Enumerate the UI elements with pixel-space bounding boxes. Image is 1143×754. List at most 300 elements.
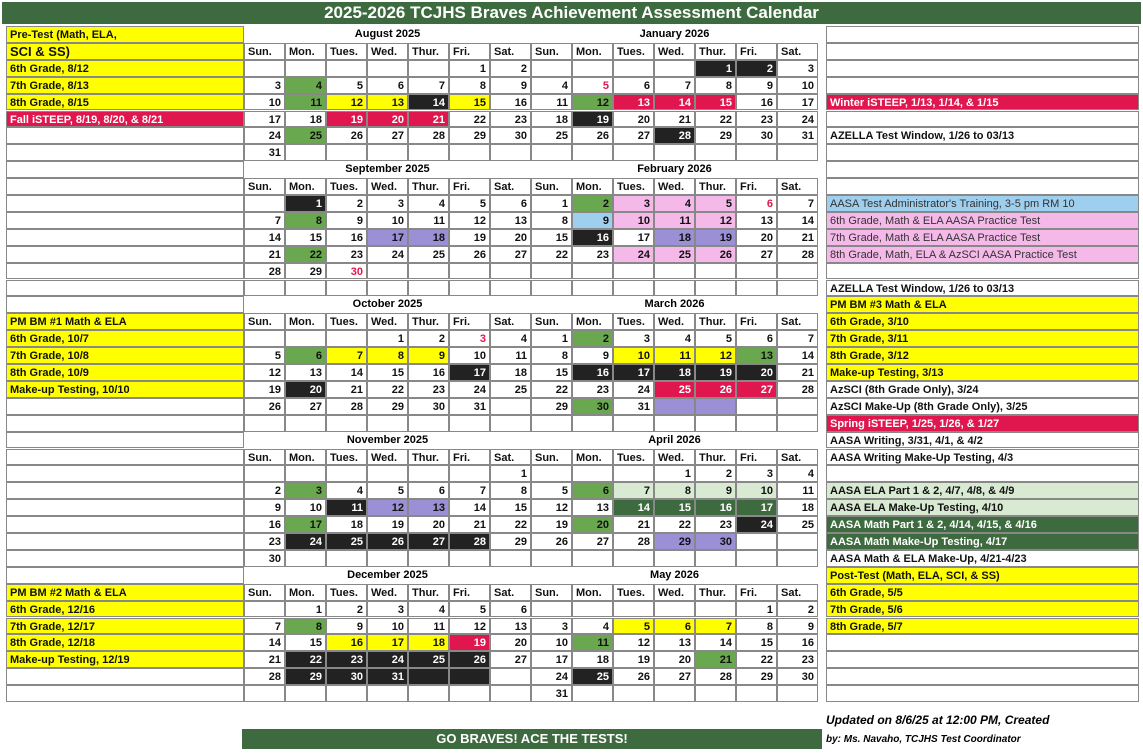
weekday-header: Fri. [736, 178, 777, 195]
month-title: September 2025 [345, 163, 430, 176]
day-cell: 18 [285, 111, 326, 128]
day-cell: 12 [367, 499, 408, 516]
weekday-header: Thur. [695, 313, 736, 330]
note-row [826, 263, 1139, 280]
day-cell: 2 [572, 195, 613, 212]
day-cell [367, 415, 408, 432]
day-cell: 25 [408, 651, 449, 668]
note-row: Pre-Test (Math, ELA, [6, 26, 244, 43]
day-cell [654, 415, 695, 432]
day-cell: 16 [244, 516, 285, 533]
day-cell: 21 [244, 651, 285, 668]
day-cell: 3 [736, 465, 777, 482]
day-cell: 14 [695, 634, 736, 651]
day-cell: 10 [367, 212, 408, 229]
day-cell: 7 [408, 77, 449, 94]
day-cell [531, 60, 572, 77]
day-cell: 8 [654, 482, 695, 499]
day-cell: 16 [572, 229, 613, 246]
weekday-header: Mon. [572, 178, 613, 195]
day-cell [572, 263, 613, 280]
day-cell: 11 [777, 482, 818, 499]
day-cell [654, 263, 695, 280]
note-row [6, 144, 244, 161]
day-cell: 17 [777, 94, 818, 111]
day-cell [367, 550, 408, 567]
day-cell: 21 [326, 381, 367, 398]
day-cell [572, 60, 613, 77]
day-cell: 30 [777, 668, 818, 685]
day-cell [613, 685, 654, 702]
day-cell [285, 60, 326, 77]
day-cell: 3 [449, 330, 490, 347]
day-cell: 23 [695, 516, 736, 533]
note-row: 6th Grade, 5/5 [826, 584, 1139, 601]
day-cell: 4 [654, 195, 695, 212]
note-row: AZELLA Test Window, 1/26 to 03/13 [826, 280, 1139, 297]
weekday-header: Tues. [613, 584, 654, 601]
note-row [6, 398, 244, 415]
note-row [6, 668, 244, 685]
day-cell [367, 685, 408, 702]
day-cell: 27 [572, 533, 613, 550]
day-cell: 8 [531, 347, 572, 364]
day-cell: 7 [449, 482, 490, 499]
day-cell: 13 [408, 499, 449, 516]
day-cell: 7 [244, 212, 285, 229]
note-row: SCI & SS) [6, 43, 244, 60]
day-cell: 28 [449, 533, 490, 550]
weekday-header: Thur. [408, 584, 449, 601]
day-cell [244, 685, 285, 702]
day-cell: 15 [736, 634, 777, 651]
day-cell: 19 [244, 381, 285, 398]
note-row: 7th Grade, 3/11 [826, 330, 1139, 347]
day-cell [777, 685, 818, 702]
weekday-header: Thur. [408, 313, 449, 330]
day-cell: 30 [490, 127, 531, 144]
day-cell [408, 550, 449, 567]
weekday-header: Wed. [654, 449, 695, 466]
note-row: 7th Grade, 12/17 [6, 618, 244, 635]
note-row [6, 212, 244, 229]
day-cell: 1 [695, 60, 736, 77]
day-cell [408, 685, 449, 702]
day-cell: 3 [367, 195, 408, 212]
day-cell [736, 280, 777, 297]
day-cell: 19 [449, 229, 490, 246]
day-cell: 4 [408, 601, 449, 618]
day-cell: 30 [244, 550, 285, 567]
day-cell: 31 [244, 144, 285, 161]
day-cell: 16 [777, 634, 818, 651]
day-cell [736, 144, 777, 161]
day-cell [695, 415, 736, 432]
weekday-header: Wed. [654, 313, 695, 330]
weekday-header: Tues. [326, 449, 367, 466]
day-cell [490, 263, 531, 280]
day-cell: 16 [326, 634, 367, 651]
note-row [826, 60, 1139, 77]
weekday-header: Sat. [777, 43, 818, 60]
day-cell: 17 [531, 651, 572, 668]
weekday-header: Mon. [285, 313, 326, 330]
day-cell: 10 [531, 634, 572, 651]
day-cell [285, 550, 326, 567]
weekday-header: Sun. [244, 584, 285, 601]
day-cell: 25 [777, 516, 818, 533]
day-cell [490, 280, 531, 297]
day-cell: 3 [613, 195, 654, 212]
month-title: October 2025 [352, 298, 423, 311]
day-cell: 2 [736, 60, 777, 77]
day-cell: 16 [572, 364, 613, 381]
day-cell [326, 550, 367, 567]
weekday-header: Sat. [490, 178, 531, 195]
note-row [826, 26, 1139, 43]
day-cell: 26 [367, 533, 408, 550]
day-cell: 26 [244, 398, 285, 415]
weekday-header: Sat. [490, 313, 531, 330]
note-row: AASA ELA Make-Up Testing, 4/10 [826, 499, 1139, 516]
weekday-header: Wed. [654, 584, 695, 601]
day-cell: 12 [531, 499, 572, 516]
day-cell: 4 [777, 465, 818, 482]
day-cell: 23 [326, 651, 367, 668]
note-row [6, 161, 244, 178]
day-cell [408, 60, 449, 77]
day-cell [572, 550, 613, 567]
day-cell [449, 550, 490, 567]
day-cell: 6 [285, 347, 326, 364]
day-cell: 8 [531, 212, 572, 229]
note-row: AASA Writing, 3/31, 4/1, & 4/2 [826, 432, 1139, 449]
day-cell: 30 [572, 398, 613, 415]
day-cell: 19 [613, 651, 654, 668]
day-cell: 17 [736, 499, 777, 516]
weekday-header: Sat. [490, 43, 531, 60]
day-cell [531, 465, 572, 482]
day-cell: 17 [613, 364, 654, 381]
note-row: Post-Test (Math, ELA, SCI, & SS) [826, 567, 1139, 584]
day-cell [613, 550, 654, 567]
note-row: AASA ELA Part 1 & 2, 4/7, 4/8, & 4/9 [826, 482, 1139, 499]
day-cell [695, 685, 736, 702]
day-cell: 2 [490, 60, 531, 77]
day-cell [736, 415, 777, 432]
day-cell [367, 263, 408, 280]
day-cell: 8 [367, 347, 408, 364]
day-cell [654, 144, 695, 161]
day-cell: 30 [736, 127, 777, 144]
day-cell: 24 [244, 127, 285, 144]
weekday-header: Mon. [572, 584, 613, 601]
day-cell [326, 685, 367, 702]
day-cell: 1 [654, 465, 695, 482]
day-cell: 9 [244, 499, 285, 516]
note-row [826, 144, 1139, 161]
note-row [6, 415, 244, 432]
note-row: Make-up Testing, 12/19 [6, 651, 244, 668]
day-cell: 11 [408, 618, 449, 635]
day-cell: 9 [490, 77, 531, 94]
day-cell: 6 [367, 77, 408, 94]
weekday-header: Wed. [367, 449, 408, 466]
note-row: 7th Grade, 8/13 [6, 77, 244, 94]
day-cell: 13 [367, 94, 408, 111]
day-cell: 28 [695, 668, 736, 685]
note-row [826, 43, 1139, 60]
day-cell: 25 [531, 127, 572, 144]
day-cell: 18 [531, 111, 572, 128]
day-cell [449, 685, 490, 702]
day-cell: 17 [367, 634, 408, 651]
day-cell: 3 [244, 77, 285, 94]
weekday-header: Wed. [654, 43, 695, 60]
day-cell: 17 [613, 229, 654, 246]
day-cell: 26 [613, 668, 654, 685]
day-cell: 19 [367, 516, 408, 533]
day-cell: 28 [654, 127, 695, 144]
note-row: 6th Grade, 12/16 [6, 601, 244, 618]
day-cell [326, 144, 367, 161]
day-cell: 31 [531, 685, 572, 702]
day-cell: 23 [326, 246, 367, 263]
note-row [826, 465, 1139, 482]
day-cell [613, 415, 654, 432]
note-row [6, 195, 244, 212]
day-cell: 9 [695, 482, 736, 499]
day-cell [244, 465, 285, 482]
day-cell [285, 144, 326, 161]
day-cell: 29 [531, 398, 572, 415]
day-cell: 9 [572, 212, 613, 229]
day-cell [490, 398, 531, 415]
day-cell [490, 415, 531, 432]
day-cell: 31 [777, 127, 818, 144]
day-cell [572, 280, 613, 297]
day-cell: 24 [449, 381, 490, 398]
day-cell: 29 [490, 533, 531, 550]
day-cell: 1 [531, 195, 572, 212]
day-cell [326, 415, 367, 432]
day-cell: 16 [695, 499, 736, 516]
day-cell: 26 [449, 246, 490, 263]
calendar-title: 2025-2026 TCJHS Braves Achievement Assessment Calendar [2, 2, 1141, 24]
day-cell: 3 [613, 330, 654, 347]
note-row: 6th Grade, Math & ELA AASA Practice Test [826, 212, 1139, 229]
day-cell [777, 280, 818, 297]
note-row [6, 465, 244, 482]
day-cell: 28 [244, 263, 285, 280]
day-cell: 14 [326, 364, 367, 381]
day-cell: 10 [736, 482, 777, 499]
day-cell: 28 [326, 398, 367, 415]
day-cell: 27 [490, 651, 531, 668]
day-cell: 7 [613, 482, 654, 499]
day-cell: 9 [572, 347, 613, 364]
day-cell: 11 [408, 212, 449, 229]
day-cell: 27 [408, 533, 449, 550]
day-cell: 25 [654, 246, 695, 263]
day-cell [408, 280, 449, 297]
weekday-header: Tues. [326, 178, 367, 195]
day-cell: 11 [285, 94, 326, 111]
weekday-header: Mon. [285, 449, 326, 466]
weekday-header: Wed. [367, 43, 408, 60]
day-cell: 15 [531, 364, 572, 381]
day-cell: 20 [572, 516, 613, 533]
day-cell: 6 [736, 330, 777, 347]
note-row [6, 567, 244, 584]
day-cell [531, 280, 572, 297]
weekday-header: Mon. [572, 313, 613, 330]
day-cell: 26 [572, 127, 613, 144]
day-cell: 29 [695, 127, 736, 144]
day-cell: 1 [367, 330, 408, 347]
day-cell: 21 [777, 229, 818, 246]
day-cell: 5 [244, 347, 285, 364]
weekday-header: Tues. [326, 43, 367, 60]
day-cell: 24 [285, 533, 326, 550]
day-cell: 20 [654, 651, 695, 668]
note-row: PM BM #1 Math & ELA [6, 313, 244, 330]
day-cell: 12 [572, 94, 613, 111]
weekday-header: Sat. [777, 178, 818, 195]
day-cell: 23 [490, 111, 531, 128]
day-cell: 27 [654, 668, 695, 685]
note-row [6, 263, 244, 280]
day-cell: 6 [408, 482, 449, 499]
day-cell: 17 [244, 111, 285, 128]
weekday-header: Mon. [572, 449, 613, 466]
day-cell: 11 [531, 94, 572, 111]
day-cell [408, 263, 449, 280]
day-cell [572, 465, 613, 482]
day-cell: 21 [654, 111, 695, 128]
note-row [826, 77, 1139, 94]
day-cell: 15 [285, 634, 326, 651]
day-cell: 30 [326, 263, 367, 280]
weekday-header: Sat. [490, 584, 531, 601]
day-cell [408, 668, 449, 685]
note-row [6, 296, 244, 313]
day-cell [613, 280, 654, 297]
day-cell [777, 550, 818, 567]
day-cell: 23 [572, 246, 613, 263]
day-cell: 23 [572, 381, 613, 398]
day-cell: 26 [695, 381, 736, 398]
day-cell: 15 [490, 499, 531, 516]
day-cell: 15 [695, 94, 736, 111]
day-cell: 1 [285, 601, 326, 618]
day-cell: 8 [490, 482, 531, 499]
note-row: 8th Grade, 3/12 [826, 347, 1139, 364]
day-cell: 4 [572, 618, 613, 635]
note-row: 8th Grade, 10/9 [6, 364, 244, 381]
day-cell: 12 [449, 618, 490, 635]
weekday-header: Mon. [285, 178, 326, 195]
day-cell: 27 [367, 127, 408, 144]
day-cell: 11 [572, 634, 613, 651]
note-row: 7th Grade, Math & ELA AASA Practice Test [826, 229, 1139, 246]
day-cell: 19 [572, 111, 613, 128]
weekday-header: Sun. [531, 584, 572, 601]
day-cell: 15 [367, 364, 408, 381]
note-row: 8th Grade, Math, ELA & AzSCI AASA Practice Test [826, 246, 1139, 263]
day-cell: 2 [326, 195, 367, 212]
day-cell: 13 [654, 634, 695, 651]
day-cell: 11 [326, 499, 367, 516]
note-row: AASA Math Part 1 & 2, 4/14, 4/15, & 4/16 [826, 516, 1139, 533]
day-cell: 1 [285, 195, 326, 212]
day-cell [367, 144, 408, 161]
day-cell: 4 [285, 77, 326, 94]
note-row: 6th Grade, 10/7 [6, 330, 244, 347]
day-cell: 5 [613, 618, 654, 635]
note-row [6, 685, 244, 702]
day-cell [777, 144, 818, 161]
day-cell: 4 [654, 330, 695, 347]
day-cell [449, 280, 490, 297]
day-cell: 28 [777, 246, 818, 263]
note-row [826, 178, 1139, 195]
note-row [6, 482, 244, 499]
day-cell: 25 [654, 381, 695, 398]
day-cell: 14 [408, 94, 449, 111]
day-cell [285, 685, 326, 702]
day-cell: 10 [367, 618, 408, 635]
day-cell: 2 [572, 330, 613, 347]
day-cell: 13 [490, 618, 531, 635]
day-cell [736, 685, 777, 702]
day-cell [326, 60, 367, 77]
note-row [6, 229, 244, 246]
day-cell: 5 [695, 195, 736, 212]
day-cell: 27 [736, 381, 777, 398]
day-cell: 2 [244, 482, 285, 499]
weekday-header: Sun. [244, 313, 285, 330]
day-cell [326, 280, 367, 297]
day-cell [408, 465, 449, 482]
weekday-header: Sat. [777, 449, 818, 466]
day-cell: 14 [244, 229, 285, 246]
day-cell [695, 601, 736, 618]
note-row: Make-up Testing, 10/10 [6, 381, 244, 398]
note-row: AzSCI (8th Grade Only), 3/24 [826, 381, 1139, 398]
weekday-header: Fri. [449, 584, 490, 601]
day-cell: 11 [490, 347, 531, 364]
day-cell: 7 [777, 330, 818, 347]
weekday-header: Thur. [408, 449, 449, 466]
day-cell: 20 [367, 111, 408, 128]
day-cell: 3 [777, 60, 818, 77]
day-cell: 14 [449, 499, 490, 516]
month-title: March 2026 [644, 298, 705, 311]
weekday-header: Tues. [613, 313, 654, 330]
day-cell: 31 [367, 668, 408, 685]
day-cell [572, 415, 613, 432]
day-cell [244, 330, 285, 347]
day-cell: 10 [777, 77, 818, 94]
day-cell: 29 [285, 668, 326, 685]
day-cell [408, 415, 449, 432]
day-cell [531, 263, 572, 280]
day-cell: 21 [613, 516, 654, 533]
day-cell: 4 [531, 77, 572, 94]
note-row: 8th Grade, 5/7 [826, 618, 1139, 635]
day-cell: 2 [777, 601, 818, 618]
